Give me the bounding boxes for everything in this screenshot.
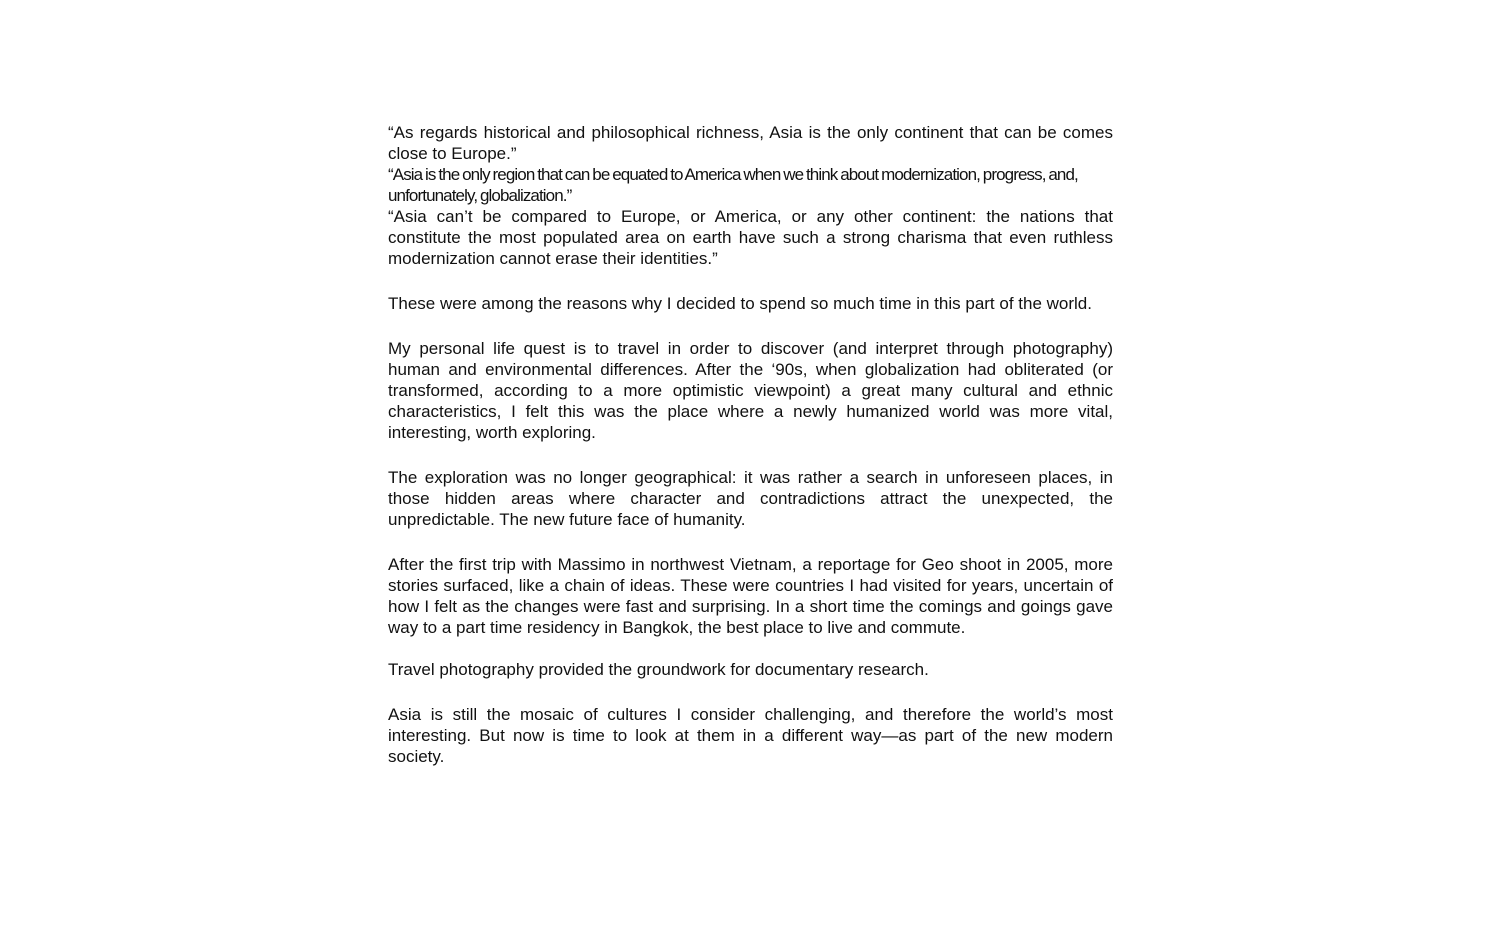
text-column: [388, 122, 1113, 767]
paragraph-exploration: The exploration was no longer geographical: it was rather a search in unforeseen places, in those hidden areas where character and contradictions attract the unexpected, the unpredictable. The new future face of humanity.: [388, 468, 1113, 529]
quote-3: “Asia can’t be compared to Europe, or America, or any other continent: the nations that constitute the most populated area on earth have such a strong charisma that even ruthless modernization cannot erase their identities.”: [388, 207, 1113, 268]
paragraph-reasons: These were among the reasons why I decided to spend so much time in this part of the world.: [388, 294, 1092, 313]
quote-2: “Asia is the only region that can be equated to America when we think about modernization, progress, and, unfortunately, globalization.”: [388, 165, 1078, 205]
paragraph-first-trip: After the first trip with Massimo in northwest Vietnam, a reportage for Geo shoot in 2005, more stories surfaced, like a chain of ideas. These were countries I had visited for years, uncertain of how I felt as the changes were fast and surprising. In a short time the comings and goings gave way to a part time residency in Bangkok, the best place to live and commute.: [388, 555, 1113, 637]
paragraph-travel-photography: Travel photography provided the groundwork for documentary research.: [388, 660, 929, 679]
paragraph-mosaic: Asia is still the mosaic of cultures I consider challenging, and therefore the world’s most interesting. But now is time to look at them in a different way—as part of the new modern society.: [388, 705, 1113, 766]
quote-1: “As regards historical and philosophical richness, Asia is the only continent that can be comes close to Europe.”: [388, 123, 1113, 163]
paragraph-life-quest: My personal life quest is to travel in order to discover (and interpret through photography) human and environmental differences. After the ‘90s, when globalization had obliterated (or transformed, according to a more optimistic viewpoint) a great many cultural and ethnic characteristics, I felt this was the place where a newly humanized world was more vital, interesting, worth exploring.: [388, 339, 1113, 442]
